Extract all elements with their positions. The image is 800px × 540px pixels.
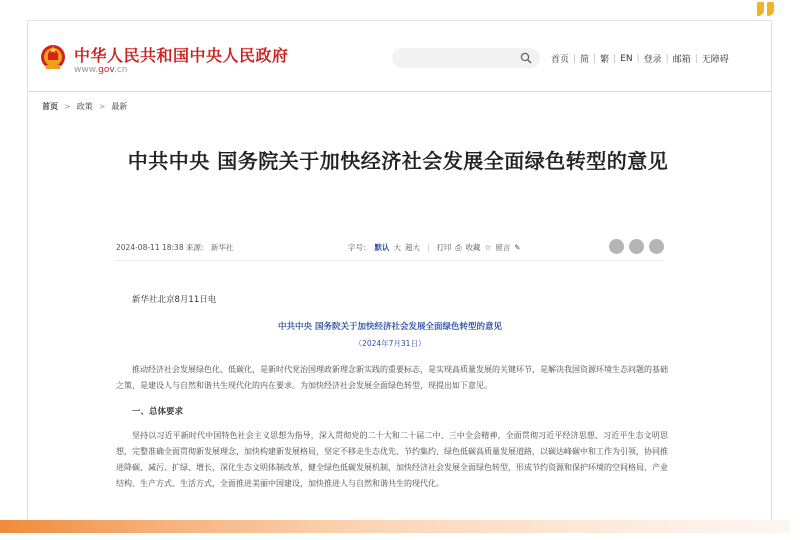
search-input[interactable]: [392, 48, 540, 68]
search-icon[interactable]: [520, 52, 532, 64]
font-size-default[interactable]: 默认: [374, 243, 390, 252]
site-header: [28, 21, 771, 91]
chevron-right-icon: >: [64, 102, 71, 111]
breadcrumb-policy[interactable]: 政策: [76, 102, 93, 111]
browser-page: [27, 20, 772, 525]
breadcrumb: [42, 101, 127, 112]
pencil-icon[interactable]: ✎: [514, 243, 521, 252]
quote-mark-icon: [757, 2, 774, 16]
article-meta-bar: [116, 239, 664, 257]
document-date: （2024年7月31日）: [354, 339, 426, 348]
favorite-button[interactable]: 收藏: [465, 243, 481, 252]
weibo-icon[interactable]: [629, 239, 644, 254]
source-label: 来源：: [185, 243, 209, 252]
article-info: [116, 242, 233, 253]
top-navigation: 首页 | 简 | 繁 | EN | 登录 | 邮箱 | 无障碍: [548, 52, 732, 65]
nav-simplified[interactable]: 简: [580, 55, 590, 65]
site-url: www.gov.cn: [74, 65, 128, 75]
source-name: 新华社: [210, 243, 234, 252]
printer-icon[interactable]: ⎙: [455, 242, 462, 252]
article-tools: 字号： 默认 大 超大 | 打印 ⎙ 收藏 ☆ 留言 ✎: [348, 242, 521, 252]
news-dateline: 新华社北京8月11日电: [132, 295, 217, 305]
publish-datetime: 2024-08-11 18:38: [116, 243, 184, 252]
nav-accessibility[interactable]: 无障碍: [701, 55, 729, 65]
nav-english[interactable]: EN: [620, 53, 633, 64]
nav-home[interactable]: 首页: [551, 55, 570, 65]
nav-login[interactable]: 登录: [643, 55, 662, 65]
breadcrumb-latest[interactable]: 最新: [111, 102, 128, 111]
paragraph-intro: 推动经济社会发展绿色化、低碳化，是新时代党治国理政新理念新实践的重要标志，是实现高质量发展的关键环节，是解决我国资源环境生态问题的基础之策，是建设人与自然和谐共生现代化的内在要求。为加快经济社会发展全面绿色转型，现提出如下意见。: [116, 365, 668, 390]
font-size-large[interactable]: 大: [393, 243, 401, 252]
header-divider: [28, 91, 771, 92]
breadcrumb-home[interactable]: 首页: [42, 102, 58, 111]
article-title: 中共中央 国务院关于加快经济社会发展全面绿色转型的意见: [127, 149, 669, 173]
wechat-icon[interactable]: [609, 239, 624, 254]
nav-traditional[interactable]: 繁: [600, 55, 610, 65]
chevron-right-icon: >: [98, 102, 106, 111]
print-button[interactable]: 打印: [436, 243, 452, 252]
comment-button[interactable]: 留言: [495, 243, 511, 252]
font-size-xlarge[interactable]: 超大: [405, 243, 420, 252]
meta-divider: [116, 260, 664, 261]
site-title[interactable]: 中华人民共和国中央人民政府: [74, 46, 289, 65]
national-emblem-icon: [40, 43, 66, 71]
decorative-bottom-bar: [0, 520, 800, 540]
share-buttons: [609, 239, 664, 254]
qzone-icon[interactable]: [649, 239, 664, 254]
document-title: 中共中央 国务院关于加快经济社会发展全面绿色转型的意见: [278, 322, 502, 332]
section-heading: 一、总体要求: [132, 407, 184, 417]
nav-mailbox[interactable]: 邮箱: [672, 55, 691, 65]
paragraph-body: 坚持以习近平新时代中国特色社会主义思想为指导，深入贯彻党的二十大和二十届二中、三中全会精神，全面贯彻习近平经济思想、习近平生态文明思想，完整准确全面贯彻新发展理念，加快构建新发展格局，坚定不移走生态优先、节约集约、绿色低碳高质量发展道路，以碳达峰碳中和工作为引领，协同推进降碳、减污、扩绿、增长，深化生态文明体制改革，健全绿色低碳发展机制，加快经济社会发展全面绿色转型，形成节约资源和保护环境的空间格局、产业结构、生产方式、生活方式，全面推进美丽中国建设，加快推进人与自然和谐共生的现代化。: [116, 431, 668, 488]
font-size-label: 字号：: [348, 243, 371, 252]
star-icon[interactable]: ☆: [484, 243, 492, 252]
